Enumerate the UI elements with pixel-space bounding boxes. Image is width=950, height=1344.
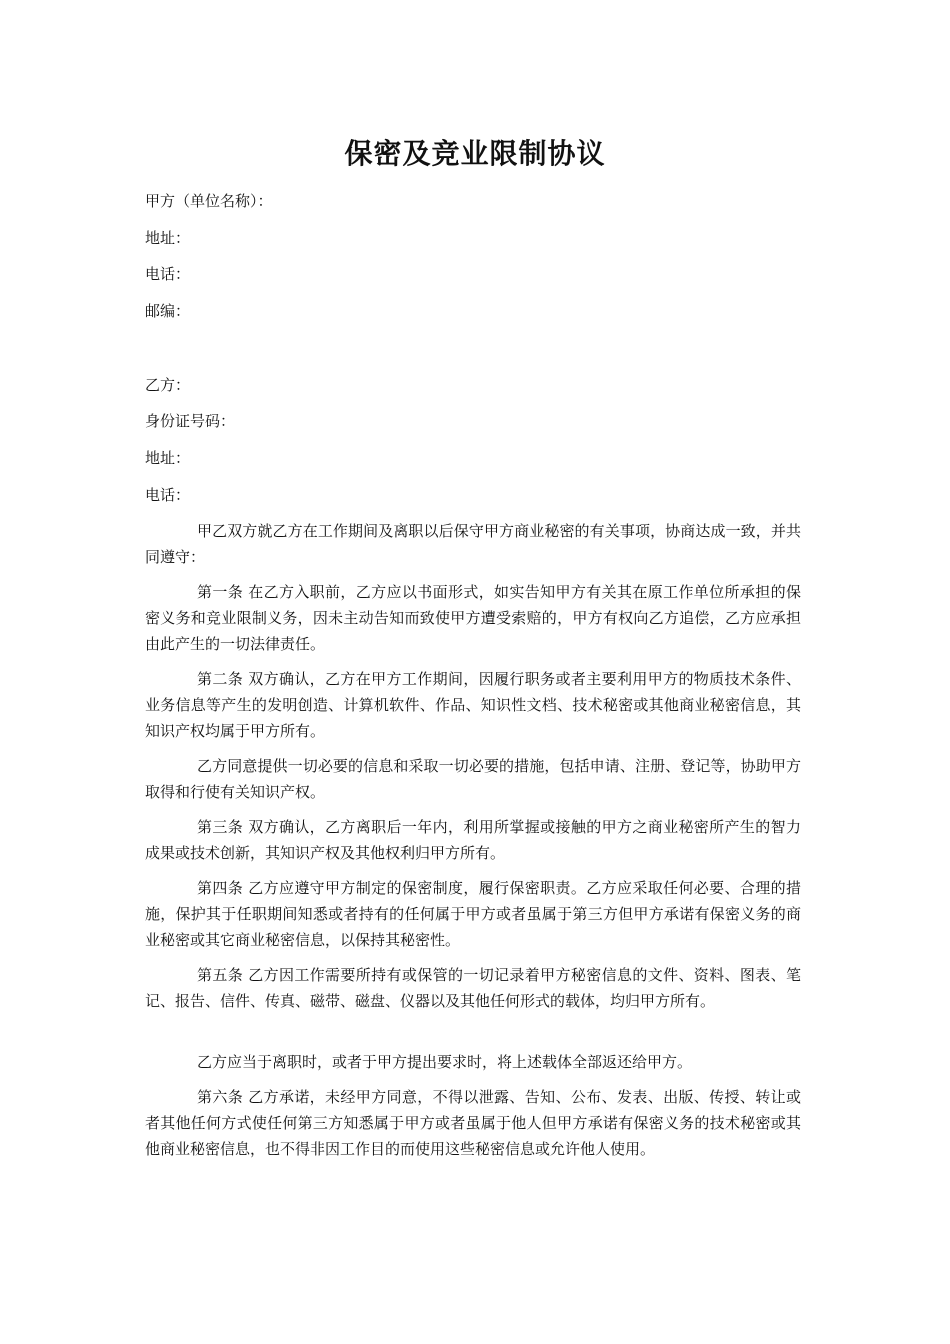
paragraph-article-2-supplement: 乙方同意提供一切必要的信息和采取一切必要的措施，包括申请、注册、登记等，协助甲方取得和行使有关知识产权。 [145, 757, 801, 801]
paragraph-article-5-supplement: 乙方应当于离职时，或者于甲方提出要求时，将上述载体全部返还给甲方。 [197, 1053, 693, 1071]
paragraph-article-2: 第二条 双方确认，乙方在甲方工作期间，因履行职务或者主要利用甲方的物质技术条件、业务信息等产生的发明创造、计算机软件、作品、知识性文档、技术秘密或其他商业秘密信息，其知识产权均属于甲方所有。 [145, 670, 801, 740]
document-title: 保密及竞业限制协议 [344, 137, 606, 170]
party-b-address-label: 地址： [145, 449, 191, 467]
paragraph-article-4: 第四条 乙方应遵守甲方制定的保密制度，履行保密职责。乙方应采取任何必要、合理的措施，保护其于任职期间知悉或者持有的任何属于甲方或者虽属于第三方但甲方承诺有保密义务的商业秘密或其它商业秘密信息，以保持其秘密性。 [145, 879, 801, 949]
party-a-name-label: 甲方（单位名称）： [145, 192, 273, 210]
paragraph-preamble: 甲乙双方就乙方在工作期间及离职以后保守甲方商业秘密的有关事项，协商达成一致，并共同遵守： [145, 522, 801, 566]
paragraph-article-6: 第六条 乙方承诺，未经甲方同意，不得以泄露、告知、公布、发表、出版、传授、转让或者其他任何方式使任何第三方知悉属于甲方或者虽属于他人但甲方承诺有保密义务的技术秘密或其他商业秘密信息，也不得非因工作目的而使用这些秘密信息或允许他人使用。 [145, 1088, 801, 1158]
party-a-postcode-label: 邮编： [145, 302, 191, 320]
party-a-phone-label: 电话： [145, 265, 191, 283]
paragraph-article-1: 第一条 在乙方入职前，乙方应以书面形式，如实告知甲方有关其在原工作单位所承担的保密义务和竞业限制义务，因未主动告知而致使甲方遭受索赔的，甲方有权向乙方追偿，乙方应承担由此产生的一切法律责任。 [145, 583, 801, 653]
party-b-name-label: 乙方： [145, 376, 191, 394]
paragraph-article-3: 第三条 双方确认，乙方离职后一年内，利用所掌握或接触的甲方之商业秘密所产生的智力成果或技术创新，其知识产权及其他权利归甲方所有。 [145, 818, 801, 862]
party-b-phone-label: 电话： [145, 486, 191, 504]
party-a-address-label: 地址： [145, 229, 191, 247]
paragraph-article-5: 第五条 乙方因工作需要所持有或保管的一切记录着甲方秘密信息的文件、资料、图表、笔记、报告、信件、传真、磁带、磁盘、仪器以及其他任何形式的载体，均归甲方所有。 [145, 966, 801, 1010]
party-b-id-label: 身份证号码： [145, 412, 236, 430]
